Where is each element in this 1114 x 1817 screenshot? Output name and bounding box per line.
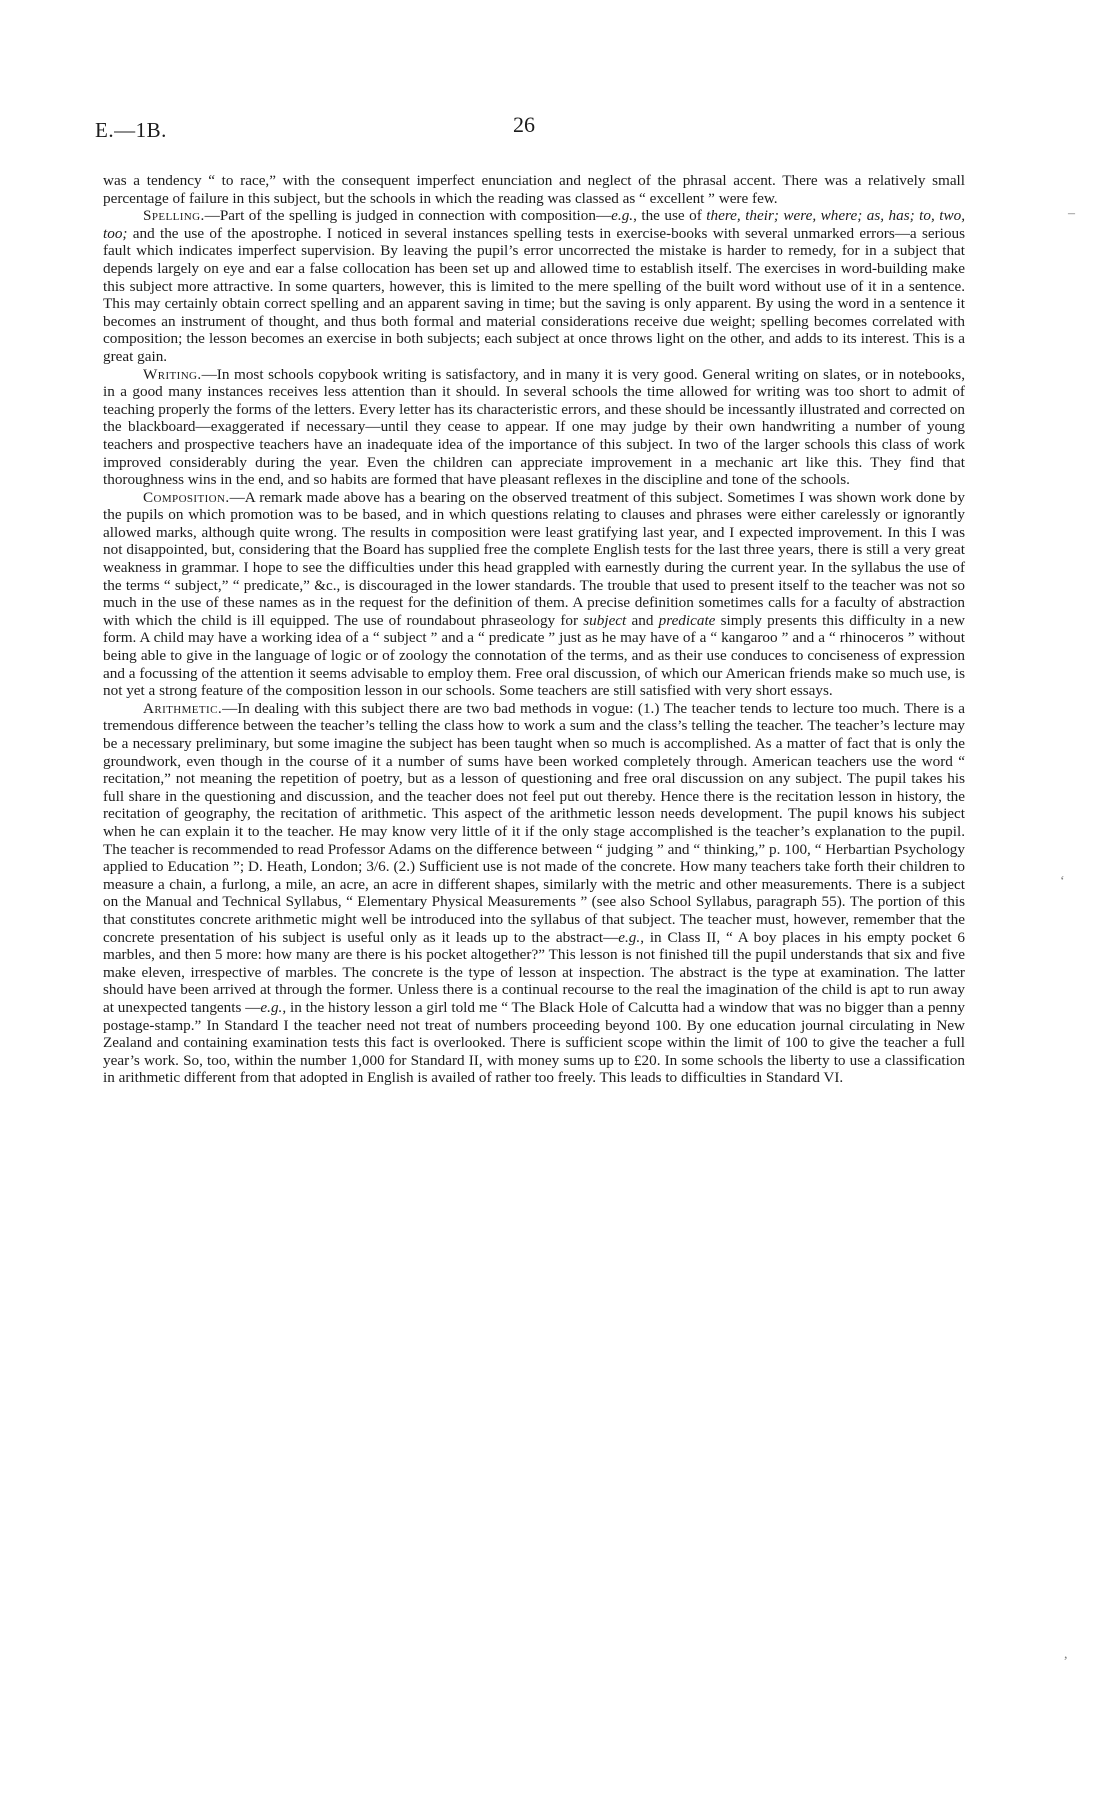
italic-text: subject bbox=[583, 611, 627, 629]
paragraph-text: , the use of bbox=[633, 207, 707, 225]
paragraph-spelling bbox=[103, 207, 965, 365]
document-reference: E.—1B. bbox=[95, 118, 167, 142]
paragraph-text: , in Class II, “ A boy places in his empty pocket 6 marbles, and then 5 more: how many are there is his pocket altogether?” This lesson is not finished till the pupil understands that six and five make eleven, irrespective of marbles. The concrete is the type of lesson at inspection. The abstract is the type at examination. The latter should have been arrived at through the former. Unless there is a continual recourse to the real the imagination of the child is apt to run away at unexpected tangents — bbox=[103, 928, 965, 1016]
section-heading: Spelling. bbox=[143, 207, 205, 225]
italic-text: there, their; were, where; as, has; to, two, too; bbox=[103, 207, 966, 242]
italic-text: e.g. bbox=[260, 998, 283, 1016]
paragraph-text: —A remark made above has a bearing on the observed treatment of this subject. Sometimes I was shown work done by the pupils on which promotion was to be based, and in which questions relating to clauses and phrases were either carelessly or ignorantly allowed marks, although quite wrong. The results in composition were least gratifying last year, and I expected improvement. In this I was not disappointed, but, considering that the Board has supplied free the complete English tests for the last three years, there is still a very great weakness in grammar. I hope to see the difficulties under this head grappled with earnestly during the current year. In the syllabus the use of the terms “ subject,” “ predicate,” &c., is discouraged in the lower standards. The trouble that used to present itself to the teacher was not so much in the use of these names as in the request for the definition of them. A precise definition sometimes calls for a faculty of abstraction with which the child is ill equipped. The use of roundabout phraseology for bbox=[103, 488, 965, 629]
paragraph-text: —In most schools copybook writing is satisfactory, and in many it is very good. General writing on slates, or in notebooks, in a good many instances receives less attention than it should. In several schools the time allowed for writing was too short to admit of teaching properly the forms of the letters. Every letter has its characteristic errors, and these should be incessantly illustrated and corrected on the blackboard—exaggerated if necessary—until they cease to appear. If one may judge by their own handwriting a number of young teachers and prospective teachers have an inadequate idea of the importance of this subject. In two of the larger schools this class of work improved considerably during the year. Even the children can appreciate improvement in a mechanic art like this. They find that thoroughness wins in the end, and so habits are formed that have pleasant reflexes in the discipline and tone of the schools. bbox=[103, 365, 965, 489]
paragraph-text: was a tendency “ to race,” with the consequent imperfect enunciation and neglect of the phrasal accent. There was a relatively small percentage of failure in this subject, but the schools in which the reading was classed as “ excellent ” were few. bbox=[103, 172, 965, 207]
section-heading: Writing. bbox=[143, 365, 202, 383]
paragraph-text: —In dealing with this subject there are two bad methods in vogue: (1.) The teacher tends to lecture too much. There is a tremendous difference between the teacher’s telling the class how to work a sum and the class’s telling the teacher. The teacher’s lecture may be a necessary preliminary, but some imagine the subject has been taught when so much is accomplished. As a matter of fact that is only the groundwork, even though in the course of it a number of sums have been worked completely through. American teachers use the word “ recitation,” not meaning the repetition of poetry, but as a lesson of questioning and free oral discussion on any subject. The pupil takes his full share in the questioning and discussion, and the teacher does not feel put out thereby. Hence there is the recitation lesson in history, the recitation of geography, the recitation of arithmetic. This aspect of the arithmetic lesson needs development. The pupil knows his subject when he can explain it to the teacher. He may know very little of it if the only stage accomplished is the teacher’s explanation to the pupil. The teacher is recommended to read Professor Adams on the difference between “ judging ” and “ thinking,” p. 100, “ Herbartian Psychology applied to Education ”; D. Heath, London; 3/6. (2.) Sufficient use is not made of the concrete. How many teachers take forth their children to measure a chain, a furlong, a mile, an acre, an acre in different shapes, similarly with the metric and other measurements. There is a subject on the Manual and Technical Syllabus, “ Elementary Physical Measurements ” (see also School Syllabus, paragraph 55). The portion of this that constitutes concrete arithmetic might well be introduced into the syllabus of that subject. The teacher must, however, remember that the concrete presentation of his subject is useful only as it leads up to the abstract— bbox=[103, 699, 965, 946]
paragraph-text: , in the history lesson a girl told me “ The Black Hole of Calcutta had a window that was no bigger than a penny postage-stamp.” In Standard I the teacher need not treat of numbers proceeding beyond 100. By one education journal circulating in New Zealand and containing examination tests this fact is overlooked. There is sufficient scope within the limit of 100 to give the teacher a full year’s work. So, too, within the number 1,000 for Standard II, with money sums up to £20. In some schools the liberty to use a classification in arithmetic different from that adopted in English is availed of rather too freely. This leads to difficulties in Standard VI. bbox=[103, 998, 965, 1087]
page-header bbox=[95, 112, 975, 152]
italic-text: predicate bbox=[658, 611, 716, 629]
page-number: 26 bbox=[513, 112, 535, 137]
paragraph-arithmetic bbox=[103, 700, 965, 1087]
italic-text: e.g. bbox=[611, 207, 634, 225]
paragraph-reading-cont bbox=[103, 172, 965, 207]
italic-text: e.g. bbox=[618, 928, 641, 946]
paragraph-text: and bbox=[626, 611, 659, 629]
report-body bbox=[103, 172, 965, 1087]
paragraph-text: and the use of the apostrophe. I noticed in several instances spelling tests in exercise-books with several unmarked errors—a serious fault which indicates imperfect supervision. By leaving the pupil’s error uncorrected the mistake is harder to remedy, for in a subject that depends largely on eye and ear a false collocation has been set up and allowed time to establish itself. The exercises in word-building make this subject more attractive. In some quarters, however, this is limited to the mere spelling of the built word without use of it in a sentence. This may certainly obtain correct spelling and an apparent saving in time; but the saving is only apparent. By using the word in a sentence it becomes an instrument of thought, and thus both formal and material considerations receive due weight; spelling becomes correlated with composition; the lesson becomes an exercise in both subjects; each subject at once throws light on the other, and adds to its interest. This is a great gain. bbox=[103, 224, 965, 365]
section-heading: Arithmetic. bbox=[143, 699, 223, 717]
paragraph-writing bbox=[103, 366, 965, 489]
margin-mark: ‘ bbox=[1060, 874, 1065, 889]
margin-mark: – bbox=[1068, 206, 1075, 221]
margin-mark: , bbox=[1064, 1647, 1068, 1662]
section-heading: Composition. bbox=[143, 488, 230, 506]
paragraph-text: —Part of the spelling is judged in connection with composition— bbox=[204, 207, 612, 225]
paragraph-text: simply presents this difficulty in a new form. A child may have a working idea of a “ subject ” and a “ predicate ” just as he may have of a “ kangaroo ” and a “ rhinoceros ” without being able to give in the language of logic or of zoology the connotation of the terms, and as their use conduces to conciseness of expression and a focussing of the attention it seems advisable to employ them. Free oral discussion, of which our American friends make so much use, is not yet a strong feature of the composition lesson in our schools. Some teachers are still satisfied with very short essays. bbox=[103, 611, 965, 700]
paragraph-composition bbox=[103, 489, 965, 700]
